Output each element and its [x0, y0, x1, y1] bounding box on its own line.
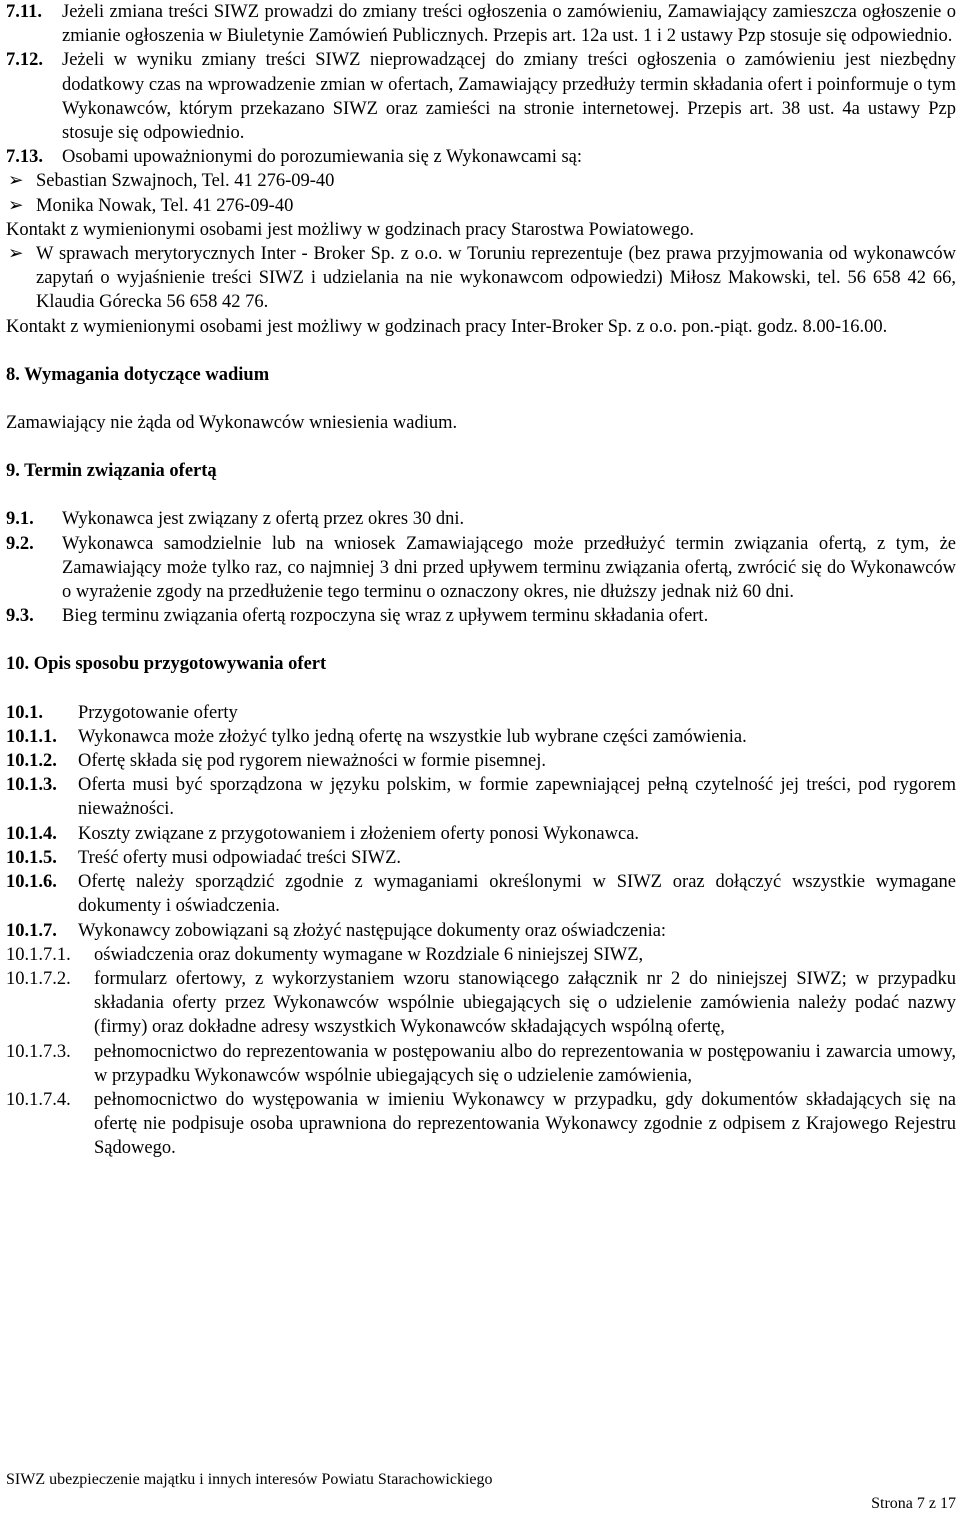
section-10-1-7-3 — [6, 1040, 956, 1088]
section-number: 10.1.7. — [6, 920, 57, 941]
broker-contact-text: W sprawach merytorycznych Inter - Broker Sp. z o.o. w Toruniu reprezentuje (bez prawa przyjmowania od wykonawców zapytań o wyjaśnienie treści SIWZ i udzielania na nie wykonawcom odpowiedzi) Miłosz Makowski, tel. 56 658 42 66, Klaudia Górecka 56 658 42 76. — [36, 244, 956, 313]
section-9-1 — [6, 507, 956, 531]
section-10-1-4 — [6, 822, 956, 846]
section-number: 10.1.2. — [6, 751, 57, 772]
section-10-1-5 — [6, 846, 956, 870]
section-text: Wykonawca jest związany z ofertą przez okres 30 dni. — [62, 509, 465, 530]
arrow-bullet-icon: ➢ — [8, 244, 24, 265]
section-10-1-2 — [6, 749, 956, 773]
section-number: 10.1.7.2. — [6, 968, 71, 989]
section-number: 7.13. — [6, 147, 43, 168]
section-number: 7.12. — [6, 50, 43, 71]
section-10-1-6 — [6, 870, 956, 918]
arrow-bullet-icon: ➢ — [8, 171, 24, 192]
section-number: 9.1. — [6, 509, 34, 530]
section-text: Jeżeli w wyniku zmiany treści SIWZ nieprowadzącej do zmiany treści ogłoszenia o zamówieniu jest niezbędny dodatkowy czas na wprowadzenie zmian w ofertach, Zamawiający przedłuży termin składania ofert i poinformuje o tym Wykonawców, którym przekazano SIWZ oraz zamieści na stronie internetowej. Przepis art. 38 ust. 4a ustawy Pzp stosuje się odpowiednio. — [62, 50, 956, 144]
section-7-11 — [6, 0, 956, 48]
section-number: 10.1. — [6, 702, 43, 723]
section-number: 9.2. — [6, 533, 34, 554]
broker-contact-item — [6, 242, 956, 315]
section-text: Wykonawca samodzielnie lub na wniosek Zamawiającego może przedłużyć termin związania ofertą, z tym, że Zamawiający może tylko raz, co najmniej 3 dni przed upływem terminu związania ofertą, zwrócić się do Wykonawców o wyrażenie zgody na przedłużenie tego terminu o oznaczony okres, nie dłuższy jednak niż 60 dni. — [62, 533, 956, 603]
section-text: Koszty związane z przygotowaniem i złożeniem oferty ponosi Wykonawca. — [78, 823, 640, 844]
section-number: 10.1.5. — [6, 847, 57, 868]
section-8-text: Zamawiający nie żąda od Wykonawców wniesienia wadium. — [6, 413, 458, 434]
arrow-bullet-icon: ➢ — [8, 195, 24, 216]
section-number: 10.1.7.4. — [6, 1089, 71, 1110]
page-number: Strona 7 z 17 — [871, 1495, 956, 1512]
section-text: formularz ofertowy, z wykorzystaniem wzoru stanowiącego załącznik nr 2 do niniejszej SIWZ; w przypadku składania oferty przez Wykonawców wspólnie ubiegających się o udzielenie zamówienia należy podać nazwy (firmy) oraz dokładne adresy wszystkich Wykonawców składających wspólną ofertę, — [94, 968, 956, 1038]
section-text: Ofertę należy sporządzić zgodnie z wymaganiami określonymi w SIWZ oraz dołączyć wszystkie wymagane dokumenty i oświadczenia. — [78, 872, 956, 917]
contact-note: Kontakt z wymienionymi osobami jest możliwy w godzinach pracy Starostwa Powiatowego. — [6, 219, 694, 240]
section-text: pełnomocnictwo do występowania w imieniu Wykonawcy w przypadku, gdy dokumentów składających się na ofertę nie podpisuje osoba uprawniona do reprezentowania Wykonawcy zgodnie z odpisem z Krajowego Rejestru Sądowego. — [94, 1089, 956, 1159]
section-number: 7.11. — [6, 2, 42, 22]
section-9-2 — [6, 532, 956, 605]
section-10-1-7 — [6, 919, 956, 943]
section-10-1-1 — [6, 725, 956, 749]
contact-text: Monika Nowak, Tel. 41 276-09-40 — [36, 195, 294, 216]
footer-document-title: SIWZ ubezpieczenie majątku i innych interesów Powiatu Starachowickiego — [6, 1471, 493, 1488]
section-text: pełnomocnictwo do reprezentowania w postępowaniu albo do reprezentowania w postępowaniu i zawarcia umowy, w przypadku Wykonawców wspólnie ubiegających się o udzielenie zamówienia, — [94, 1041, 956, 1086]
section-text: Treść oferty musi odpowiadać treści SIWZ. — [78, 847, 401, 868]
contact-note: Kontakt z wymienionymi osobami jest możliwy w godzinach pracy Inter-Broker Sp. z o.o. pon.-piąt. godz. 8.00-16.00. — [6, 316, 888, 337]
section-number: 10.1.1. — [6, 726, 57, 747]
section-text: Ofertę składa się pod rygorem nieważności w formie pisemnej. — [78, 751, 547, 772]
document-page — [6, 0, 956, 1161]
section-text: Wykonawcy zobowiązani są złożyć następujące dokumenty oraz oświadczenia: — [78, 920, 667, 941]
section-text: Oferta musi być sporządzona w języku polskim, w formie zapewniającej pełną czytelność jej treści, pod rygorem nieważności. — [78, 775, 956, 820]
section-text: Przygotowanie oferty — [78, 702, 238, 723]
section-heading-10: 10. Opis sposobu przygotowywania ofert — [6, 654, 327, 675]
section-text: Osobami upoważnionymi do porozumiewania się z Wykonawcami są: — [62, 147, 583, 168]
section-text: Wykonawca może złożyć tylko jedną ofertę na wszystkie lub wybrane części zamówienia. — [78, 726, 747, 747]
contact-item — [6, 169, 956, 193]
section-number: 10.1.7.3. — [6, 1041, 71, 1062]
contact-text: Sebastian Szwajnoch, Tel. 41 276-09-40 — [36, 171, 335, 192]
section-heading-9: 9. Termin związania ofertą — [6, 461, 217, 482]
page-footer — [6, 1469, 956, 1512]
section-10-1-7-4 — [6, 1088, 956, 1161]
section-9-3 — [6, 604, 956, 628]
section-text: Bieg terminu związania ofertą rozpoczyna się wraz z upływem terminu składania ofert. — [62, 606, 709, 627]
section-text: Jeżeli zmiana treści SIWZ prowadzi do zmiany treści ogłoszenia o zamówieniu, Zamawiający zamieszcza ogłoszenie o zmianie ogłoszenia w Biuletynie Zamówień Publicznych. Przepis art. 12a ust. 1 i 2 ustawy Pzp stosuje się odpowiednio. — [62, 2, 956, 47]
section-number: 10.1.6. — [6, 872, 57, 893]
section-10-1 — [6, 701, 956, 725]
section-heading-8: 8. Wymagania dotyczące wadium — [6, 364, 270, 385]
section-number: 10.1.4. — [6, 823, 57, 844]
section-number: 9.3. — [6, 606, 34, 627]
section-7-13 — [6, 145, 956, 169]
section-number: 10.1.3. — [6, 775, 57, 796]
section-text: oświadczenia oraz dokumenty wymagane w Rozdziale 6 niniejszej SIWZ, — [94, 944, 644, 965]
section-10-1-7-2 — [6, 967, 956, 1040]
section-10-1-3 — [6, 773, 956, 821]
section-10-1-7-1 — [6, 943, 956, 967]
contact-item — [6, 194, 956, 218]
section-number: 10.1.7.1. — [6, 944, 71, 965]
section-7-12 — [6, 48, 956, 145]
